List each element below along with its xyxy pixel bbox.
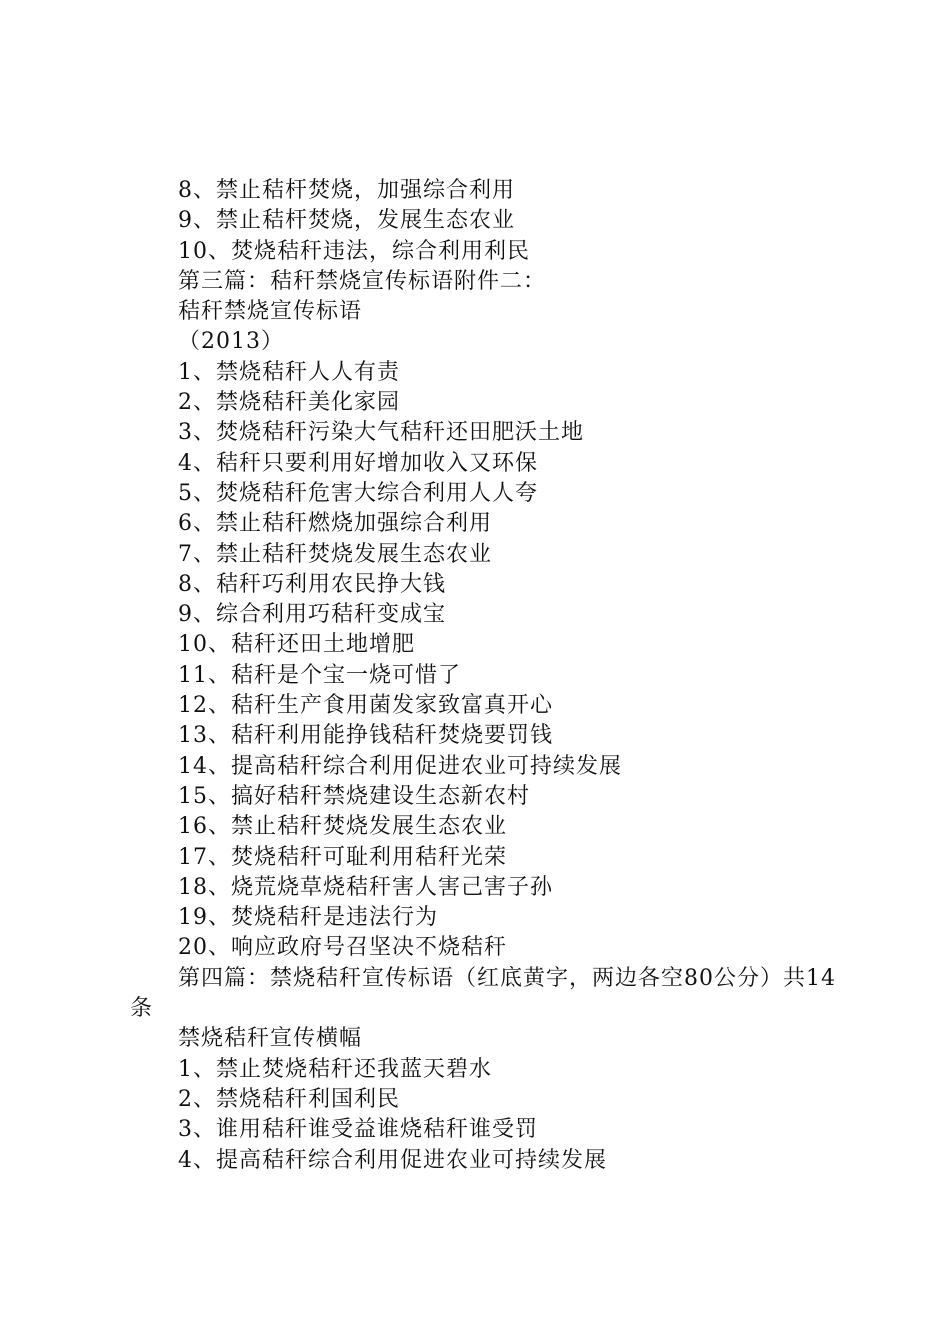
section-heading: 第三篇：秸秆禁烧宣传标语附件二：: [178, 268, 547, 294]
text-line: 1、禁烧秸秆人人有责: [178, 359, 400, 385]
section-title: 秸秆禁烧宣传标语: [178, 299, 363, 325]
text-line: 8、秸秆巧利用农民挣大钱: [178, 571, 446, 597]
text-line: 3、谁用秸秆谁受益谁烧秸秆谁受罚: [178, 1117, 538, 1143]
text-line: 8、禁止秸杆焚烧，加强综合利用: [178, 178, 515, 203]
text-line: 9、禁止秸杆焚烧，发展生态农业: [178, 208, 515, 234]
text-line: 3、焚烧秸秆污染大气秸秆还田肥沃土地: [178, 420, 584, 446]
section-title: 禁烧秸秆宣传横幅: [178, 1026, 363, 1052]
text-line: 4、秸秆只要利用好增加收入又环保: [178, 450, 538, 476]
text-line: 16、禁止秸秆焚烧发展生态农业: [178, 814, 507, 840]
text-line: 17、焚烧秸秆可耻利用秸秆光荣: [178, 844, 507, 870]
text-line: 2、禁烧秸秆利国利民: [178, 1086, 400, 1112]
text-line: 11、秸秆是个宝一烧可惜了: [178, 662, 461, 688]
text-line: 10、秸秆还田土地增肥: [178, 632, 415, 658]
text-line: 14、提高秸秆综合利用促进农业可持续发展: [178, 753, 622, 779]
text-line: 18、烧荒烧草烧秸秆害人害己害子孙: [178, 874, 553, 900]
section-year: （2013）: [178, 329, 284, 355]
section-heading-paragraph: 第四篇：禁烧秸秆宣传标语（红底黄字，两边各空80公分）共14条: [130, 965, 836, 1022]
text-line: 4、提高秸秆综合利用促进农业可持续发展: [178, 1147, 607, 1173]
text-line: 19、焚烧秸秆是违法行为: [178, 905, 438, 931]
text-line: 15、搞好秸秆禁烧建设生态新农村: [178, 783, 530, 809]
text-line: 9、综合利用巧秸秆变成宝: [178, 602, 446, 628]
text-line: 1、禁止焚烧秸秆还我蓝天碧水: [178, 1056, 492, 1082]
text-line: 10、焚烧秸秆违法，综合利用利民: [178, 238, 530, 264]
text-line: 13、秸秆利用能挣钱秸秆焚烧要罚钱: [178, 723, 553, 749]
text-line: 20、响应政府号召坚决不烧秸秆: [178, 935, 507, 961]
text-line: 12、秸秆生产食用菌发家致富真开心: [178, 693, 553, 719]
text-line: 2、禁烧秸秆美化家园: [178, 390, 400, 416]
text-line: 6、禁止秸秆燃烧加强综合利用: [178, 511, 492, 537]
text-line: 7、禁止秸秆焚烧发展生态农业: [178, 541, 492, 567]
document-body: [130, 176, 840, 1176]
text-line: 5、焚烧秸秆危害大综合利用人人夸: [178, 480, 538, 506]
